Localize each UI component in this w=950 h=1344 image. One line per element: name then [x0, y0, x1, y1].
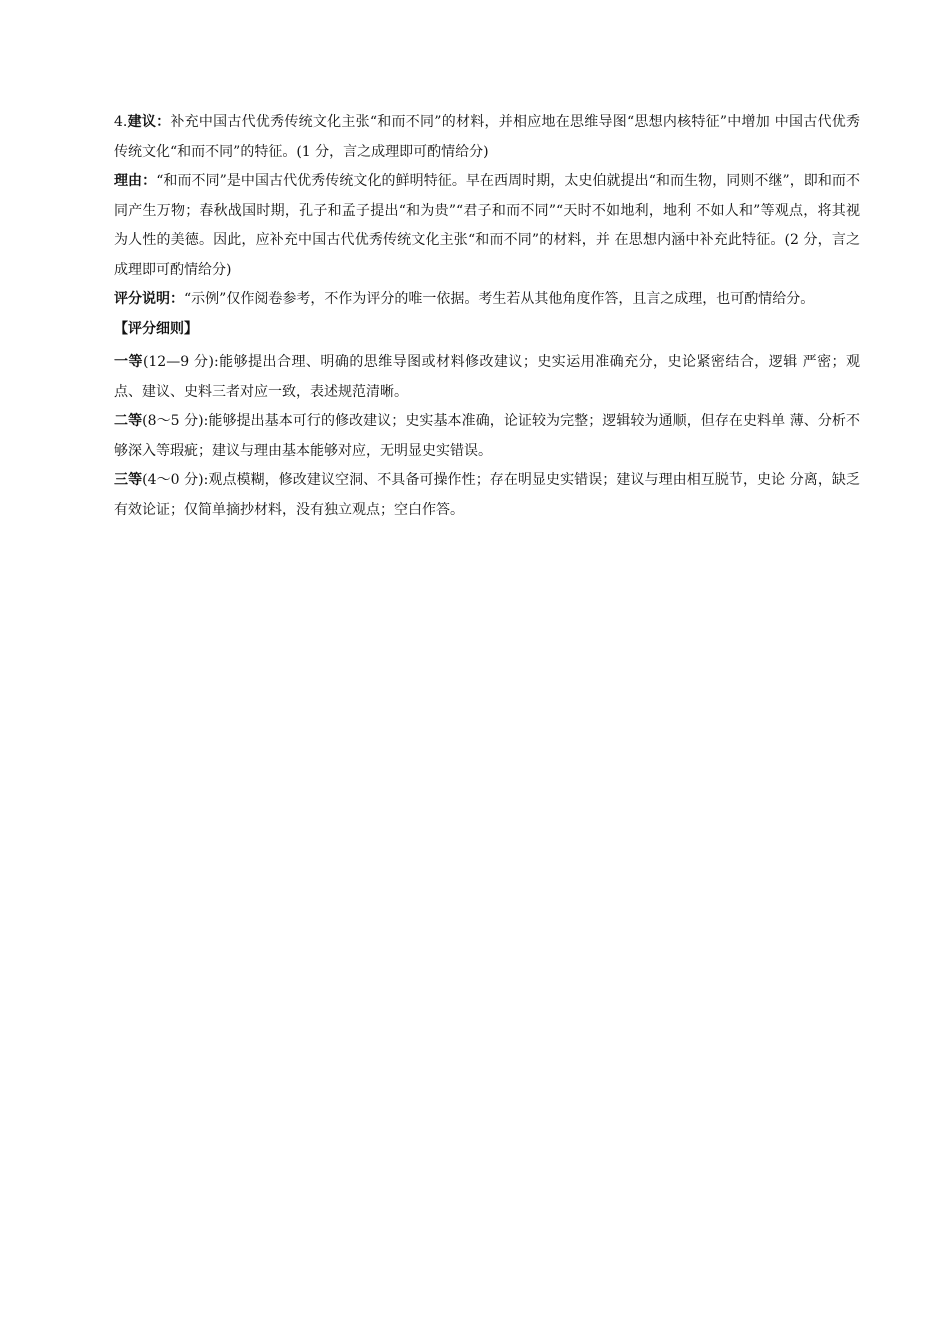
- grade-second: [114, 407, 860, 466]
- grade-first: [114, 348, 860, 407]
- rubric-heading: 【评分细则】: [114, 320, 198, 337]
- reason-text: “和而不同”是中国古代优秀传统文化的鲜明特征。早在西周时期，太史伯就提出“和而生物，同则不继”，即和而不同产生万物；春秋战国时期，孔子和孟子提出“和为贵”“君子和而不同”“天时不如地利，地利 不如人和”等观点，将其视为人性的美德。因此，应补充中国古代优秀传统文化主张“和而不同”的材料，并 在思想内涵中补充此特征。(2 分，言之成理即可酌情给分): [114, 173, 860, 278]
- grade-third: [114, 466, 860, 525]
- item-number: 4.: [114, 114, 128, 130]
- grade-third-label: 三等: [114, 472, 143, 488]
- grade-first-range: (12—9 分): [142, 354, 214, 370]
- grade-first-label: 一等: [114, 354, 143, 370]
- grade-first-text: :能够提出合理、明确的思维导图或材料修改建议；史实运用准确充分，史论紧密结合，逻辑 严密；观点、建议、史料三者对应一致，表述规范清晰。: [114, 354, 860, 400]
- grade-second-label: 二等: [114, 413, 143, 429]
- reason-paragraph: [114, 167, 860, 285]
- scoring-note-paragraph: [114, 285, 860, 315]
- reason-label: 理由：: [114, 173, 157, 189]
- scoring-note-label: 评分说明：: [114, 291, 184, 307]
- scoring-note-text: “示例”仅作阅卷参考，不作为评分的唯一依据。考生若从其他角度作答，且言之成理，也可酌情给分。: [184, 291, 815, 307]
- answer-document: [114, 108, 860, 525]
- suggestion-paragraph: [114, 108, 860, 167]
- suggestion-text: 补充中国古代优秀传统文化主张“和而不同”的材料，并相应地在思维导图“思想内核特征”中增加 中国古代优秀传统文化“和而不同”的特征。(1 分，言之成理即可酌情给分): [114, 114, 861, 160]
- grade-second-range: (8～5 分): [142, 413, 204, 429]
- grade-third-range: (4～0 分): [142, 472, 204, 488]
- suggestion-label: 建议：: [127, 114, 171, 130]
- grade-third-text: :观点模糊，修改建议空洞、不具备可操作性；存在明显史实错误；建议与理由相互脱节，史论 分离，缺乏有效论证；仅简单摘抄材料，没有独立观点；空白作答。: [114, 472, 860, 518]
- grade-second-text: :能够提出基本可行的修改建议；史实基本准确，论证较为完整；逻辑较为通顺，但存在史料单 薄、分析不够深入等瑕疵；建议与理由基本能够对应，无明显史实错误。: [114, 413, 860, 459]
